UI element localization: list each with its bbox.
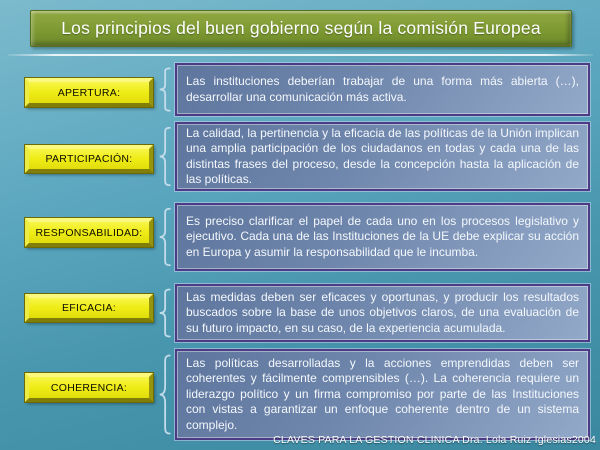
principle-label-responsabilidad [25, 218, 153, 247]
slide-title: Los principios del buen gobierno según la comisión Europea [61, 18, 541, 38]
principle-description-box [175, 349, 590, 440]
principle-label-text: COHERENCIA: [50, 381, 128, 394]
principle-label-text: EFICACIA: [61, 302, 117, 314]
principle-label-eficacia [25, 294, 153, 322]
principle-description-text: La calidad, la pertinencia y la eficacia de las políticas de la Unión implican una amplia participación de los ciudadanos en todas y cada una de las distintas frases del proceso, desde la concepción hasta la aplicación de las políticas. [186, 125, 579, 186]
principle-label-text: RESPONSABILIDAD: [35, 226, 143, 239]
left-curly-brace-icon [156, 126, 173, 187]
principle-label-apertura [25, 78, 153, 107]
principle-description-box [175, 63, 590, 116]
left-curly-brace-icon [156, 67, 173, 112]
principle-description-text: Es preciso clarificar el papel de cada uno en los procesos legislativo y ejecutivo. Cada una de las Instituciones de la UE debe explicar su acción en Europa y asumir la responsabilidad que le incumba. [186, 213, 579, 259]
principle-description-text: Las instituciones deberían trabajar de una forma más abierta (…), desarrollar una comunicación más activa. [186, 74, 579, 104]
left-curly-brace-icon [156, 288, 173, 338]
left-curly-brace-icon [156, 353, 173, 436]
principle-label-coherencia [25, 373, 153, 402]
principle-description-box [175, 284, 590, 342]
principle-label-text: APERTURA: [57, 86, 121, 99]
slide-footer-credit: CLAVES PARA LA GESTION CLINICA Dra. Lola Ruiz Iglesias2004 [273, 434, 596, 446]
principle-description-text: Las medidas deben ser eficaces y oportunas, y producir los resultados buscados sobre la base de unos objetivos claros, de una evaluación de su futuro impacto, en su caso, de la experiencia acumulada. [186, 289, 579, 335]
principle-label-text: PARTICIPACIÓN: [45, 153, 133, 165]
left-curly-brace-icon [156, 207, 173, 267]
slide-title-banner [30, 10, 572, 47]
principle-description-text: Las políticas desarrolladas y la acciones emprendidas deben ser coherentes y fácilmente comprensibles (…). La coherencia requiere un liderazgo político y un firma compromiso por parte de las Instituciones con vistas a garantizar un enfoque coherente dentro de un sistema complejo. [186, 355, 579, 432]
principle-description-box [175, 122, 590, 191]
title-divider-line [8, 54, 593, 56]
principle-label-participacion [25, 145, 153, 173]
principle-description-box [175, 203, 590, 271]
